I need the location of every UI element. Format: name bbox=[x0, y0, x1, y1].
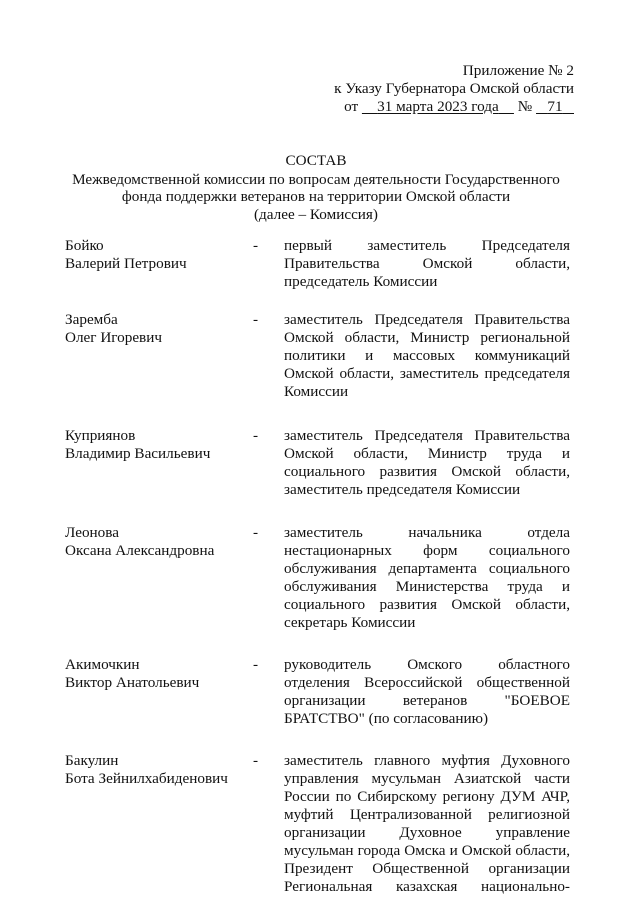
member-role-line: России по Сибирскому региону ДУМ АЧР, bbox=[284, 788, 570, 805]
member-dash: - bbox=[253, 311, 259, 328]
appendix-line-1: Приложение № 2 bbox=[462, 62, 574, 79]
member-role-line: заместитель начальника отдела bbox=[284, 524, 570, 541]
member-role-line: Президент Общественной организации bbox=[284, 860, 570, 877]
member-given-names: Бота Зейнилхабиденович bbox=[65, 770, 228, 787]
appendix-line-3 bbox=[274, 98, 574, 116]
member-role-line: секретарь Комиссии bbox=[284, 614, 416, 631]
member-role-line: заместитель Председателя Правительства bbox=[284, 311, 570, 328]
member-role-line: организации ветеранов "БОЕВОЕ bbox=[284, 692, 570, 709]
appendix-number-text: 71 bbox=[547, 98, 563, 115]
member-role-line: обслуживания департамента социального bbox=[284, 560, 570, 577]
member-entry bbox=[65, 524, 575, 632]
member-role-line: руководитель Омского областного bbox=[284, 656, 570, 673]
member-given-names: Олег Игоревич bbox=[65, 329, 162, 346]
member-role-line: обслуживания Министерства труда и bbox=[284, 578, 570, 595]
member-role-line: муфтий Централизованной религиозной bbox=[284, 806, 570, 823]
member-name bbox=[65, 752, 245, 788]
member-role bbox=[284, 524, 570, 632]
appendix-date-text: 31 марта 2023 года bbox=[377, 98, 499, 115]
member-role-line: управления мусульман Азиатской части bbox=[284, 770, 570, 787]
member-role-line: заместитель Председателя Правительства bbox=[284, 427, 570, 444]
member-entry bbox=[65, 427, 575, 499]
member-given-names: Валерий Петрович bbox=[65, 255, 187, 272]
member-role-line: Региональная казахская национально- bbox=[284, 878, 570, 895]
member-entry bbox=[65, 752, 575, 896]
member-role-line: БРАТСТВО" (по согласованию) bbox=[284, 710, 489, 727]
member-entry bbox=[65, 237, 575, 291]
member-role-line: отделения Всероссийской общественной bbox=[284, 674, 570, 691]
member-role-line: Омской области, Министр труда и bbox=[284, 445, 570, 462]
document-title bbox=[60, 152, 572, 223]
member-role-line: социального развития Омской области, bbox=[284, 463, 570, 480]
member-name bbox=[65, 656, 245, 692]
member-role-line: Омской области, Министр региональной bbox=[284, 329, 570, 346]
member-role-line: заместитель главного муфтия Духовного bbox=[284, 752, 570, 769]
member-surname: Леонова bbox=[65, 524, 119, 541]
member-given-names: Виктор Анатольевич bbox=[65, 674, 200, 691]
member-role bbox=[284, 427, 570, 499]
appendix-date bbox=[362, 98, 514, 115]
appendix-header bbox=[274, 62, 574, 116]
member-role-line: Правительства Омской области, bbox=[284, 255, 570, 272]
member-given-names: Оксана Александровна bbox=[65, 542, 215, 559]
appendix-from-label: от bbox=[344, 98, 359, 115]
member-role-line: первый заместитель Председателя bbox=[284, 237, 570, 254]
member-name bbox=[65, 427, 245, 463]
member-surname: Куприянов bbox=[65, 427, 136, 444]
member-dash: - bbox=[253, 524, 259, 541]
members-list bbox=[65, 237, 575, 896]
title-heading: СОСТАВ bbox=[285, 152, 347, 169]
member-role-line: политики и массовых коммуникаций bbox=[284, 347, 570, 364]
member-role-line: организации Духовное управление bbox=[284, 824, 570, 841]
member-dash: - bbox=[253, 656, 259, 673]
member-role-line: Комиссии bbox=[284, 383, 349, 400]
member-role bbox=[284, 237, 570, 291]
member-role-line: нестационарных форм социального bbox=[284, 542, 570, 559]
appendix-number bbox=[536, 98, 574, 115]
member-surname: Акимочкин bbox=[65, 656, 140, 673]
member-entry bbox=[65, 656, 575, 728]
member-given-names: Владимир Васильевич bbox=[65, 445, 211, 462]
member-dash: - bbox=[253, 752, 259, 769]
member-dash: - bbox=[253, 427, 259, 444]
appendix-number-label: № bbox=[517, 98, 533, 115]
member-role bbox=[284, 752, 570, 896]
member-name bbox=[65, 524, 245, 560]
appendix-line-2: к Указу Губернатора Омской области bbox=[334, 80, 574, 97]
member-surname: Бакулин bbox=[65, 752, 119, 769]
title-line-1: Межведомственной комиссии по вопросам деятельности Государственного bbox=[72, 170, 560, 188]
member-dash: - bbox=[253, 237, 259, 254]
member-surname: Бойко bbox=[65, 237, 104, 254]
title-line-3: (далее – Комиссия) bbox=[254, 205, 378, 223]
member-role-line: Омской области, заместитель председателя bbox=[284, 365, 570, 382]
member-role bbox=[284, 656, 570, 728]
member-role-line: председатель Комиссии bbox=[284, 273, 438, 290]
member-role-line: заместитель председателя Комиссии bbox=[284, 481, 521, 498]
member-name bbox=[65, 237, 245, 273]
member-surname: Заремба bbox=[65, 311, 118, 328]
member-role bbox=[284, 311, 570, 401]
member-role-line: социального развития Омской области, bbox=[284, 596, 570, 613]
member-name bbox=[65, 311, 245, 347]
member-entry bbox=[65, 311, 575, 401]
member-role-line: мусульман города Омска и Омской области, bbox=[284, 842, 570, 859]
title-line-2: фонда поддержки ветеранов на территории Омской области bbox=[121, 188, 511, 205]
